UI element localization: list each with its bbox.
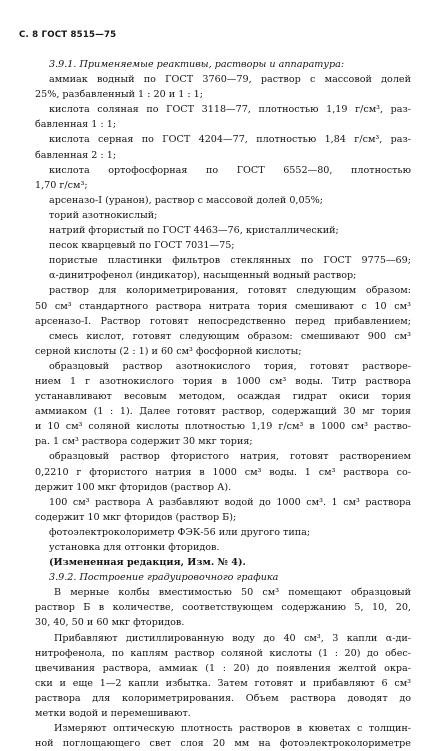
text-line: кислота ортофосфорная по ГОСТ 6552—80, плотностью [49, 164, 411, 176]
text-line: аммиак водный по ГОСТ 3760—79, раствор с массовой долей [49, 74, 411, 86]
text-line: арсеназо-I (уранон), раствор с массовой долей 0,05%; [49, 194, 324, 206]
text-line: песок кварцевый по ГОСТ 7031—75; [49, 240, 235, 252]
text-line: раствора для колориметрирования. Объем раствора доводят до [35, 692, 411, 704]
text-line: бавленная 1 : 1; [35, 119, 117, 131]
document-body [35, 57, 411, 751]
text-line: установка для отгонки фторидов. [49, 542, 220, 553]
text-line: 3.9.2. Построение градуировочного графика [49, 572, 279, 584]
text-line: ной поглощающего свет слоя 20 мм на фотоэлектроколориметре [35, 738, 411, 750]
text-line: Измеряют оптическую плотность растворов в кюветах с толщин- [54, 723, 411, 735]
text-line: 50 см³ стандартного раствора нитрата тория смешивают с 10 см³ [35, 300, 411, 312]
text-line: образцовый раствор фтористого натрия, готовят растворением [49, 451, 411, 463]
text-line: цвечивания раствора, аммиак (1 : 20) до появления желтой окра- [35, 662, 411, 674]
text-line: нием 1 г азотнокислого тория в 1000 см³ воды. Титр раствора [35, 375, 411, 387]
text-line: образцовый раствор азотнокислого тория, готовят растворе- [49, 360, 411, 372]
text-line: метки водой и перемешивают. [35, 708, 191, 720]
text-line: фотоэлектроколориметр ФЭК-56 или другого типа; [49, 526, 311, 538]
text-line: ра. 1 см³ раствора содержит 30 мкг тория; [35, 436, 253, 448]
text-line: 3.9.1. Применяемые реактивы, растворы и аппаратура: [49, 59, 345, 70]
text-line: бавленная 2 : 1; [35, 149, 117, 161]
text-line: аммиаком (1 : 1). Далее готовят раствор, содержащий 30 мг тория [35, 406, 411, 418]
text-line: натрий фтористый по ГОСТ 4463—76, кристаллический; [49, 225, 339, 237]
text-line: нитрофенола, по каплям раствор соляной кислоты (1 : 20) до обес- [35, 647, 411, 659]
text-line: смесь кислот, готовят следующим образом: смешивают 900 см³ [49, 330, 411, 342]
text-line: устанавливают весовым методом, осаждая гидрат окиси тория [35, 391, 411, 403]
text-line: (Измененная редакция, Изм. № 4). [49, 557, 246, 569]
text-line: α-динитрофенол (индикатор), насыщенный водный раствор; [49, 270, 357, 282]
text-line: арсеназо-I. Раствор готовят непосредственно перед прибавлением; [35, 315, 411, 327]
text-line: серной кислоты (2 : 1) и 60 см³ фосфорной кислоты; [35, 345, 302, 357]
text-line: В мерные колбы вместимостью 50 см³ помещают образцовый [54, 587, 411, 599]
page-header: С. 8 ГОСТ 8515—75 [19, 30, 117, 40]
text-line: Прибавляют дистиллированную воду до 40 см³, 3 капли α-ди- [54, 632, 411, 644]
text-line: раствор для колориметрирования, готовят следующим образом: [49, 285, 411, 297]
text-line: пористые пластинки фильтров стеклянных по ГОСТ 9775—69; [49, 255, 411, 267]
text-line: раствор Б в количестве, соответствующем содержанию 5, 10, 20, [35, 602, 411, 614]
text-line: кислота соляная по ГОСТ 3118—77, плотностью 1,19 г/см³, раз- [49, 104, 411, 116]
text-line: 0,2210 г фтористого натрия в 1000 см³ воды. 1 см³ раствора со- [35, 466, 411, 478]
text-line: держит 100 мкг фторидов (раствор А). [35, 481, 232, 493]
text-line: торий азотнокислый; [49, 209, 158, 221]
text-line: кислота серная по ГОСТ 4204—77, плотностью 1,84 г/см³, раз- [49, 134, 411, 146]
text-line: 25%, разбавленный 1 : 20 и 1 : 1; [35, 89, 203, 101]
text-line: 30, 40, 50 и 60 мкг фторидов. [35, 617, 185, 629]
text-line: 100 см³ раствора А разбавляют водой до 1000 см³. 1 см³ раствора [49, 496, 411, 508]
text-line: содержит 10 мкг фторидов (раствор Б); [35, 511, 237, 523]
text-line: ски и еще 1—2 капли избытка. Затем готовят и прибавляют 6 см³ [35, 677, 411, 689]
text-line: 1,70 г/см³; [35, 179, 88, 191]
text-line: и 10 см³ соляной кислоты плотностью 1,19 г/см³ в 1000 см³ раство- [35, 421, 411, 433]
